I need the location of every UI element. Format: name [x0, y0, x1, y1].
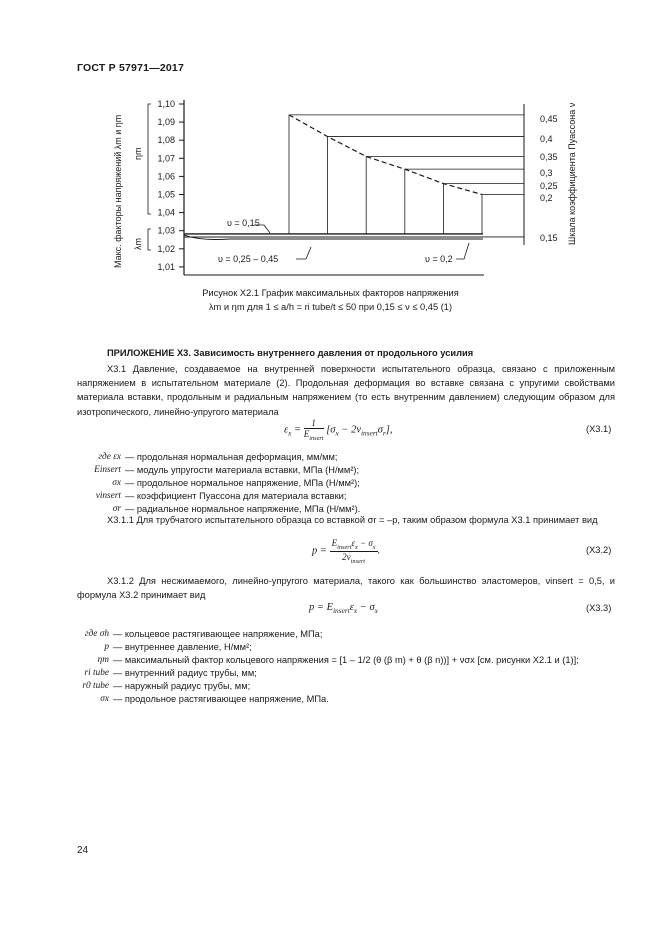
definition-symbol: σr	[112, 504, 121, 514]
eta-bracket	[148, 104, 151, 214]
equation-x3-2: p = $E_{insert}\varepsilon_x - \sigma_x$ $2\nu_{insert}$ .	[312, 538, 381, 565]
definition-text: — внутреннее давление, Н/мм²;	[113, 642, 252, 652]
right-tick-label: 0,15	[540, 233, 558, 243]
paragraph-x3-1-2: X3.1.2 Для несжимаемого, линейно-упругого материала, такого как большинство эластомеров, νinsert = 0,5, и формула X3.2 принимает вид	[77, 576, 615, 601]
paragraph-x3-1-1: X3.1.1 Для трубчатого испытательного образца со вставкой σr = –p, таким образом формула X3.1 принимает вид	[107, 515, 598, 525]
annotation-nu-015: υ = 0,15	[227, 218, 260, 228]
definition-symbol: ηm	[97, 655, 109, 665]
definition-row	[77, 464, 617, 477]
y-tick-label: 1,08	[157, 135, 175, 146]
definition-text: — внутренний радиус трубы, мм;	[113, 668, 257, 678]
definition-text: — продольная нормальная деформация, мм/мм;	[125, 452, 338, 462]
definition-row	[77, 680, 617, 693]
right-tick-label: 0,4	[540, 134, 553, 144]
definition-text: — кольцевое растягивающее напряжение, МПа;	[113, 629, 323, 639]
definition-symbol: Einsert	[94, 465, 121, 475]
equation-number-x3-3: (X3.3)	[586, 603, 612, 613]
annotation-leader-025-045	[296, 247, 311, 259]
definition-row	[77, 628, 617, 641]
stress-factor-chart	[0, 0, 661, 300]
equation-x3-1: $\varepsilon_x$ = 1 $E_{insert}$ $[\sigma_x - 2\nu_{insert}\sigma_r]$,	[284, 418, 393, 442]
right-tick-label: 0,25	[540, 181, 558, 191]
equation-x3-3: $p = E_{insert}\varepsilon_x - \sigma_x$	[309, 602, 378, 616]
section-title: ПРИЛОЖЕНИЕ X3. Зависимость внутреннего давления от продольного усилия	[107, 348, 474, 358]
y-tick-label: 1,09	[157, 117, 175, 128]
definition-text: — модуль упругости материала вставки, МПа (Н/мм²);	[125, 465, 360, 475]
definition-row	[77, 477, 617, 490]
document-header: ГОСТ Р 57971—2017	[77, 62, 185, 74]
definition-row	[77, 641, 617, 654]
definition-symbol: r0 tube	[82, 681, 109, 691]
definition-text: — коэффициент Пуассона для материала вставки;	[125, 491, 347, 501]
definition-row	[77, 490, 617, 503]
definition-symbol: ri tube	[84, 668, 109, 678]
y-tick-label: 1,03	[157, 225, 175, 236]
paragraph-x3-1: X3.1 Давление, создаваемое на внутренней поверхности испытательного образца, связано с приложенным напряжением в испытательном материале (2). Продольная деформация во вставке связана с упругими свойствами материала вставки, продольным и радиальным напряжением (то есть внутренним давлением) следующим образом для изотропического, линейно-упругого материала	[77, 364, 615, 417]
figure-caption-line2: λm и ηm для 1 ≤ a/h = ri tube/t ≤ 50 при 0,15 ≤ ν ≤ 0,45 (1)	[208, 302, 453, 312]
definition-text: — продольное нормальное напряжение, МПа (Н/мм²);	[125, 478, 360, 488]
definition-row	[77, 451, 617, 464]
y-tick-label: 1,02	[157, 243, 175, 254]
definition-symbol: где εx	[98, 452, 121, 462]
definition-text: — радиальное нормальное напряжение, МПа (Н/мм²).	[125, 504, 361, 514]
right-tick-label: 0,35	[540, 152, 558, 162]
definitions-list-2	[77, 628, 617, 706]
right-tick-label: 0,2	[540, 193, 553, 203]
definitions-list-1	[77, 451, 617, 516]
y-tick-label: 1,10	[157, 99, 175, 109]
definition-text: — наружный радиус трубы, мм;	[113, 681, 251, 691]
y-axis-label: Макс. факторы напряжений λm и ηm	[113, 114, 123, 268]
definition-symbol: νinsert	[95, 491, 121, 501]
definition-row	[77, 693, 617, 706]
definition-symbol: σx	[112, 478, 121, 488]
lambda-bracket	[148, 229, 151, 250]
definition-row	[77, 654, 617, 667]
definition-text: — продольное растягивающее напряжение, МПа.	[113, 694, 329, 704]
right-tick-label: 0,3	[540, 168, 553, 178]
y-tick-label: 1,05	[157, 189, 175, 200]
y-tick-label: 1,07	[157, 153, 175, 164]
definition-text: — максимальный фактор кольцевого напряжения = [1 – 1/2 (θ (β m) + θ (β n))] + νσx [см. рисунки X2.1 и (1)];	[113, 655, 579, 665]
y-tick-label: 1,04	[157, 207, 175, 218]
annotation-leader-02	[456, 243, 469, 259]
definition-symbol: где σh	[84, 629, 109, 639]
right-tick-label: 0,45	[540, 114, 558, 124]
definition-symbol: p	[104, 642, 109, 652]
annotation-nu-02: υ = 0,2	[425, 254, 453, 264]
eta-series-curve	[289, 115, 482, 195]
eta-label: ηm	[133, 147, 143, 160]
equation-number-x3-1: (X3.1)	[586, 424, 612, 434]
lambda-label: λm	[133, 238, 143, 250]
y-tick-label: 1,06	[157, 171, 175, 182]
definition-row	[77, 667, 617, 680]
figure-caption-line1: Рисунок X2.1 График максимальных факторов напряжения	[202, 288, 459, 298]
equation-number-x3-2: (X3.2)	[586, 545, 612, 555]
page-number: 24	[77, 845, 89, 856]
annotation-nu-025-045: υ = 0,25 – 0,45	[218, 254, 279, 264]
y-tick-label: 1,01	[157, 261, 175, 272]
right-axis-label: Шкала коэффициента Пуассона ν	[567, 102, 577, 245]
definition-symbol: σx	[100, 694, 109, 704]
